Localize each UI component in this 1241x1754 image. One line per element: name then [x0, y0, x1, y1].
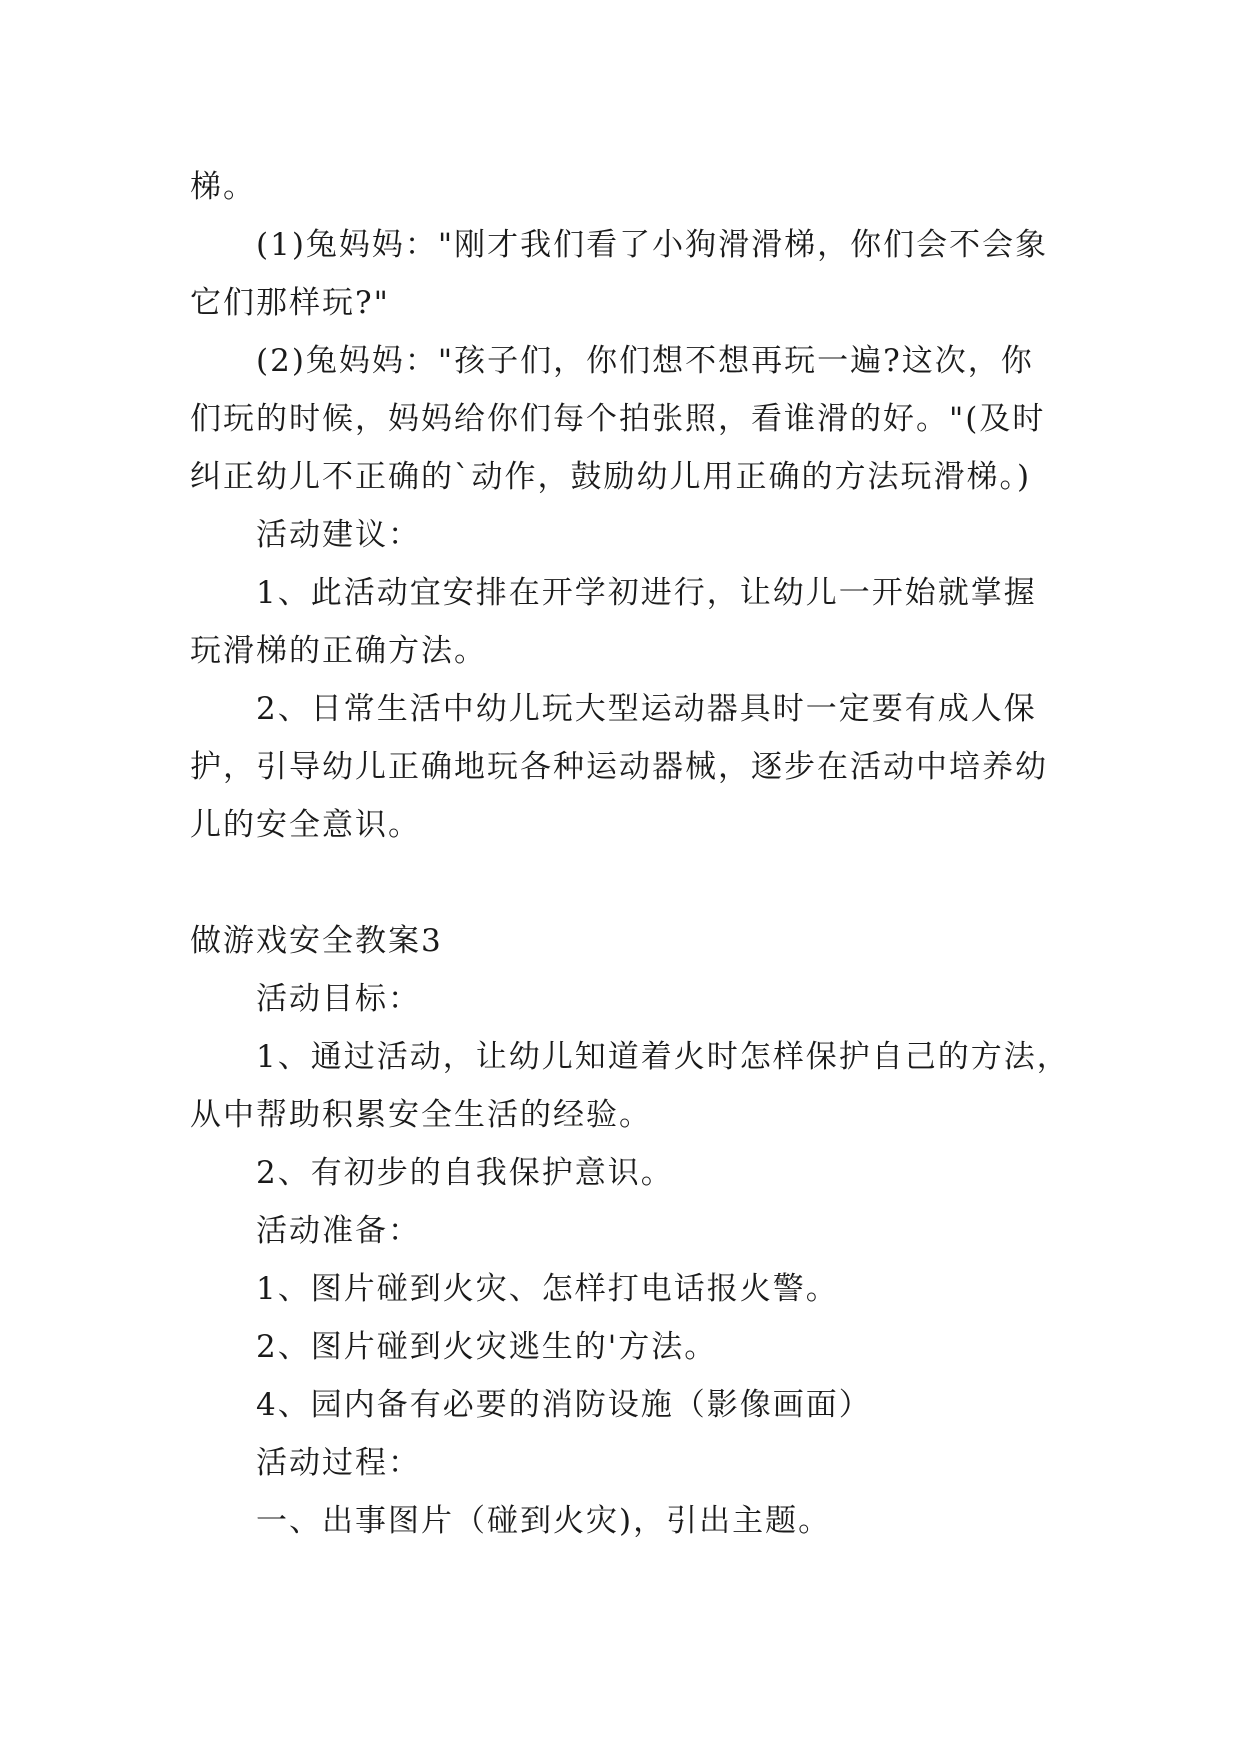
text-line: 一、出事图片（碰到火灾)，引出主题。	[256, 1503, 832, 1539]
document-body	[190, 158, 1070, 1550]
text-line: 2、日常生活中幼儿玩大型运动器具时一定要有成人保	[256, 691, 1037, 727]
text-line: 护，引导幼儿正确地玩各种运动器械，逐步在活动中培养幼	[190, 749, 1048, 785]
section-gap	[190, 854, 1060, 912]
text-line: 2、图片碰到火灾逃生的'方法。	[256, 1329, 718, 1365]
text-line: 1、图片碰到火灾、怎样打电话报火警。	[256, 1271, 839, 1307]
text-line: 1、此活动宜安排在开学初进行，让幼儿一开始就掌握	[256, 575, 1037, 611]
text-line: 活动准备：	[256, 1213, 421, 1249]
text-line: 纠正幼儿不正确的`动作，鼓励幼儿用正确的方法玩滑梯。)	[190, 459, 1032, 495]
text-line: 活动建议：	[256, 517, 421, 553]
text-line: 2、有初步的自我保护意识。	[256, 1155, 674, 1191]
text-line: 们玩的时候，妈妈给你们每个拍张照，看谁滑的好。"(及时	[190, 401, 1046, 437]
text-line: 1、通过活动，让幼儿知道着火时怎样保护自己的方法，	[256, 1039, 1070, 1075]
text-line: 玩滑梯的正确方法。	[190, 633, 487, 669]
text-line: (2)兔妈妈："孩子们，你们想不想再玩一遍?这次，你	[256, 343, 1034, 379]
text-line: (1)兔妈妈："刚才我们看了小狗滑滑梯，你们会不会象	[256, 227, 1049, 263]
text-line: 儿的安全意识。	[190, 807, 421, 843]
text-line: 它们那样玩?"	[190, 285, 390, 321]
text-line: 活动目标：	[256, 981, 421, 1017]
text-line: 活动过程：	[256, 1445, 421, 1481]
section-title: 做游戏安全教案3	[190, 923, 443, 959]
text-line: 梯。	[190, 169, 256, 205]
text-line: 从中帮助积累安全生活的经验。	[190, 1097, 652, 1133]
text-line: 4、园内备有必要的消防设施（影像画面）	[256, 1387, 872, 1423]
